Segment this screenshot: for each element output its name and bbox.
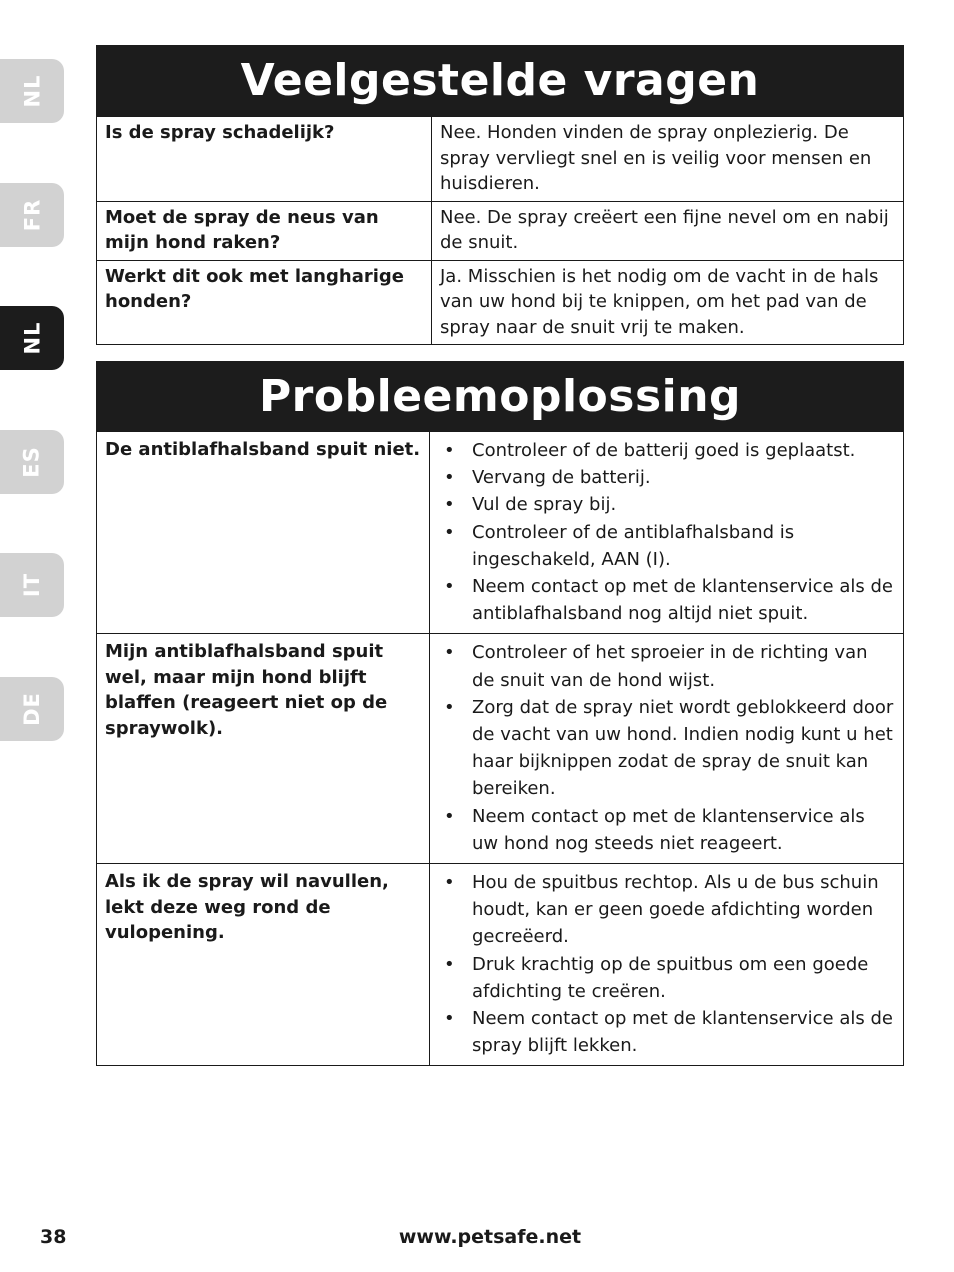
solution-cell [430, 634, 904, 864]
language-tab-nl[interactable] [0, 59, 64, 123]
website-url[interactable]: www.petsafe.net [398, 1226, 582, 1248]
language-tab-it[interactable] [0, 553, 64, 617]
faq-answer: Ja. Misschien is het nodig om de vacht in de hals van uw hond bij te knippen, om het pad van de spray naar de snuit vrij te maken. [432, 260, 904, 345]
solution-item: • Vul de spray bij. [438, 491, 895, 518]
faq-heading: Veelgestelde vragen [96, 45, 904, 116]
table-row [97, 260, 904, 345]
solution-item: • Neem contact op met de klantenservice als de antiblafhalsband nog altijd niet spuit. [438, 573, 895, 627]
solution-list [438, 437, 895, 627]
table-row [97, 634, 904, 864]
faq-answer: Nee. Honden vinden de spray onplezierig. De spray vervliegt snel en is veilig voor mensen en huisdieren. [432, 117, 904, 202]
solution-list [438, 869, 895, 1059]
faq-question: Moet de spray de neus van mijn hond raken? [97, 201, 432, 260]
solution-item: • Neem contact op met de klantenservice als uw hond nog steeds niet reageert. [438, 803, 895, 857]
solution-list [438, 639, 895, 857]
troubleshooting-table [96, 431, 904, 1066]
faq-answer: Nee. De spray creëert een fijne nevel om en nabij de snuit. [432, 201, 904, 260]
language-tab-de[interactable] [0, 677, 64, 741]
language-tab-label: IT [19, 572, 44, 598]
language-tab-es[interactable] [0, 430, 64, 494]
solution-item: • Zorg dat de spray niet wordt geblokkeerd door de vacht van uw hond. Indien nodig kunt u het haar bijknippen zodat de spray de snuit kan bereiken. [438, 694, 895, 803]
table-row [97, 117, 904, 202]
language-tab-fr[interactable] [0, 183, 64, 247]
faq-question: Werkt dit ook met langharige honden? [97, 260, 432, 345]
solution-item: • Controleer of het sproeier in de richting van de snuit van de hond wijst. [438, 639, 895, 693]
solution-item: • Neem contact op met de klantenservice als de spray blijft lekken. [438, 1005, 895, 1059]
faq-question: Is de spray schadelijk? [97, 117, 432, 202]
solution-cell [430, 432, 904, 634]
solution-item: • Druk krachtig op de spuitbus om een goede afdichting te creëren. [438, 951, 895, 1005]
language-tab-label: ES [19, 446, 44, 478]
troubleshooting-heading: Probleemoplossing [96, 361, 904, 432]
language-tab-label: NL [20, 321, 44, 355]
language-tab-label: FR [19, 198, 44, 232]
page-number: 38 [40, 1226, 67, 1248]
language-tab-nl-active[interactable] [0, 306, 64, 370]
table-row [97, 864, 904, 1066]
faq-table [96, 116, 904, 345]
solution-item: • Hou de spuitbus rechtop. Als u de bus schuin houdt, kan er geen goede afdichting worden gecreëerd. [438, 869, 895, 951]
table-row [97, 432, 904, 634]
table-row [97, 201, 904, 260]
solution-item: • Vervang de batterij. [438, 464, 895, 491]
solution-cell [430, 864, 904, 1066]
language-tab-label: NL [20, 74, 44, 108]
problem-description: Als ik de spray wil navullen, lekt deze weg rond de vulopening. [97, 864, 430, 1066]
solution-item: • Controleer of de batterij goed is geplaatst. [438, 437, 895, 464]
problem-description: De antiblafhalsband spuit niet. [97, 432, 430, 634]
problem-description: Mijn antiblafhalsband spuit wel, maar mijn hond blijft blaffen (reageert niet op de spraywolk). [97, 634, 430, 864]
solution-item: • Controleer of de antiblafhalsband is ingeschakeld, AAN (I). [438, 519, 895, 573]
language-tab-label: DE [20, 692, 44, 726]
